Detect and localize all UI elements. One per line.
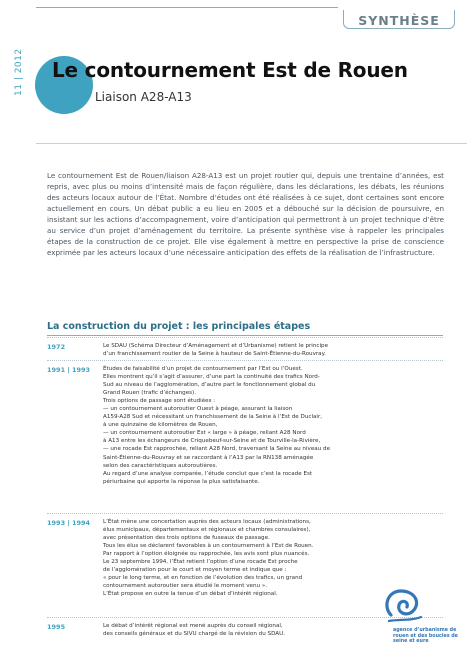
timeline-text: L’État mène une concertation auprès des acteurs locaux (administrations, élus municipaux, départementaux et régionaux et chambres consulaires), avec présentation des trois options de fuseaux de passage. Tous les élus se déclarent favorables à un contournement à l’Est de Rouen. Par rapport à l’option éloignée ou rapprochée, les avis sont plus nuancés. Le 23 septembre 1994, l’État retient l’option d’une rocade Est proche de l’agglomération pour le court et moyen terme et indique que : « pour le long terme, et en fonction de l’évolution des trafics, un grand contournement autoroutier sera étudié le moment venu ». L’État propose en outre la tenue d’un débat d’intérêt régional. <box>103 519 314 598</box>
timeline-separator <box>47 360 443 361</box>
timeline-separator <box>47 513 443 514</box>
page-title: Le contournement Est de Rouen <box>52 58 408 82</box>
timeline-text: Études de faisabilité d’un projet de contournement par l’Est ou l’Ouest. Elles montrent qu’il s’agit d’assurer, d’une part la continuité des trafics Nord- Sud au niveau de l’agglomération, d’autre part le fonctionnement global du Grand Rouen (trafic d’échanges). Trois options de passage sont étudiées : — un contournement autoroutier Ouest à péage, assurant la liaison A159-A28 Sud et nécessitant un franchissement de la Seine à l’Est de Duclair, à une quinzaine de kilomètres de Rouen, — un contournement autoroutier Est « large » à péage, reliant A28 Nord à A13 entre les échangeurs de Criquebeuf-sur-Seine et de Tourville-la-Rivière, — une rocade Est rapprochée, reliant A28 Nord, traversant la Seine au niveau de Saint-Étienne-du-Rouvray et se raccordant à l’A13 par la RN138 aménagée selon des caractéristiques autoroutières. Au regard d’une analyse comparée, l’étude conclut que c’est la rocade Est périurbaine qui apporte la réponse la plus satisfaisante. <box>103 366 331 485</box>
timeline-entry-1991-1993 <box>47 360 443 486</box>
intro-paragraph: Le contournement Est de Rouen/liaison A28-A13 est un projet routier qui, depuis une trentaine d’années, est repris, avec plus ou moins d’intensité mais de façon régulière, dans les déclarations, les débats, les réunions des acteurs locaux autour de l’État. Nombre d’études ont été réalisées à ce sujet, dont certaines sont encore actuellement en cours. Un débat public a eu lieu en 2005 et a débouché sur la décision de poursuivre, en insistant sur les actions d’accompagnement, voire d’anticipation qui permettront à un projet technique d’être au service d’un projet d’aménagement du territoire. La présente synthèse vise à rappeler les principales étapes de la construction de ce projet. Elle vise également à mettre en perspective la prise de conscience exprimée par les acteurs locaux d’une nécessaire anticipation des effets de la réalisation de l’infrastructure. <box>47 171 444 257</box>
header-divider <box>36 143 467 144</box>
timeline-text: Le SDAU (Schéma Directeur d’Aménagement et d’Urbanisme) retient le principe d’un franchissement routier de la Seine à hauteur de Saint-Étienne-du-Rouvray. <box>103 343 329 358</box>
timeline-separator <box>47 337 443 338</box>
section-divider <box>47 335 443 336</box>
timeline-year: 1995 <box>47 623 66 631</box>
timeline-entry-1972 <box>47 337 443 358</box>
section-title: La construction du projet : les principales étapes <box>47 321 311 332</box>
document-type-tag <box>343 10 455 29</box>
agency-logo-icon <box>381 585 427 625</box>
timeline-year: 1972 <box>47 343 66 351</box>
timeline-year: 1991 | 1993 <box>47 366 91 374</box>
timeline-year: 1993 | 1994 <box>47 519 91 527</box>
document-type-label: SYNTHÈSE <box>358 13 440 28</box>
header-rule-top <box>36 7 338 8</box>
timeline-text: Le débat d’intérêt régional est mené auprès du conseil régional, des conseils généraux et du SIVU chargé de la révision du SDAU. <box>103 623 285 638</box>
page-subtitle: Liaison A28-A13 <box>95 90 192 104</box>
issue-date: 11 | 2012 <box>14 48 24 96</box>
agency-logo-caption: agence d’urbanisme de rouen et des boucles de seine et eure <box>393 628 458 645</box>
